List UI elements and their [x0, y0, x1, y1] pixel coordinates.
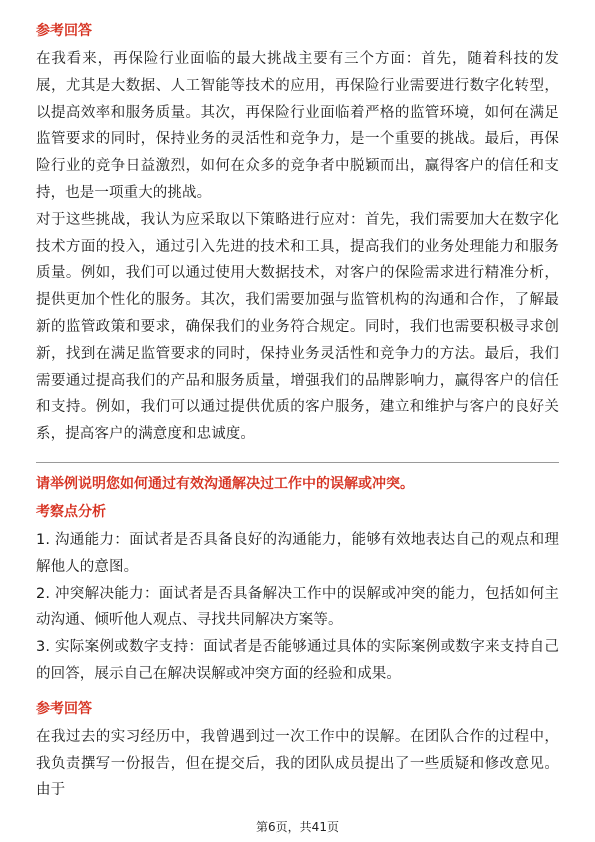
analysis-item-3: 3. 实际案例或数字支持：面试者是否能够通过具体的实际案例或数字来支持自己的回答，展示自己在解决误解或冲突方面的经验和成果。 [36, 639, 559, 682]
page-number: 第6页，共41页 [256, 820, 339, 834]
answer-heading: 参考回答 [36, 23, 92, 39]
analysis-item-2: 2. 冲突解决能力：面试者是否具备解决工作中的误解或冲突的能力，包括如何主动沟通、倾听他人观点、寻找共同解决方案等。 [36, 585, 559, 629]
analysis-heading: 考察点分析 [36, 503, 106, 520]
question-title: 请举例说明您如何通过有效沟通解决过工作中的误解或冲突。 [36, 475, 414, 492]
document-page [36, 20, 559, 804]
answer-paragraph-2: 对于这些挑战，我认为应采取以下策略进行应对：首先，我们需要加大在数字化技术方面的投入，通过引入先进的技术和工具，提高我们的业务处理能力和服务质量。例如，我们可以通过使用大数据技术，对客户的保险需求进行精准分析，提供更加个性化的服务。其次，我们需要加强与监管机构的沟通和合作，了解最新的监管政策和要求，确保我们的业务符合规定。同时，我们也需要积极寻求创新，找到在满足监管要求的同时，保持业务灵活性和竞争力的方法。最后，我们需要通过提高我们的产品和服务质量，增强我们的品牌影响力，赢得客户的信任和支持。例如，我们可以通过提供优质的客户服务，建立和维护与客户的良好关系，提高客户的满意度和忠诚度。 [36, 211, 559, 443]
answer-paragraph-3: 在我过去的实习经历中，我曾遇到过一次工作中的误解。在团队合作的过程中，我负责撰写一份报告，但在提交后，我的团队成员提出了一些质疑和修改意见。由于 [36, 728, 559, 799]
section-divider [36, 462, 559, 463]
answer-heading-2: 参考回答 [36, 700, 92, 717]
answer-paragraph-1: 在我看来，再保险行业面临的最大挑战主要有三个方面：首先，随着科技的发展，尤其是大数据、人工智能等技术的应用，再保险行业需要进行数字化转型，以提高效率和服务质量。其次，再保险行业面临着严格的监管环境，如何在满足监管要求的同时，保持业务的灵活性和竞争力，是一个重要的挑战。最后，再保险行业的竞争日益激烈，如何在众多的竞争者中脱颖而出，赢得客户的信任和支持，也是一项重大的挑战。 [36, 51, 559, 201]
analysis-item-1: 1. 沟通能力：面试者是否具备良好的沟通能力，能够有效地表达自己的观点和理解他人的意图。 [36, 531, 559, 575]
